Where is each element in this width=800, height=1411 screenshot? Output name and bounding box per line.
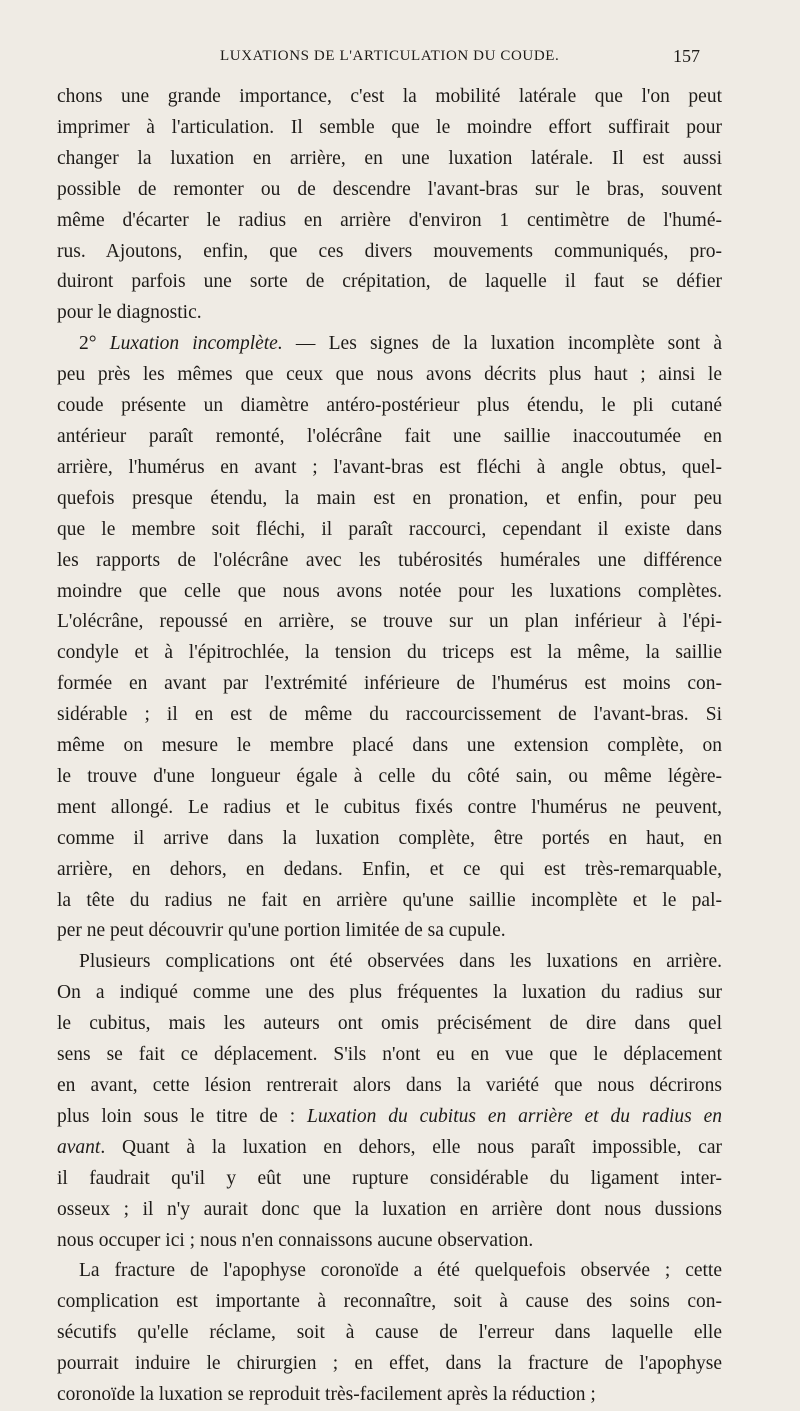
text-line: le trouve d'une longueur égale à celle du côté sain, ou même légère- xyxy=(57,765,722,787)
text-line: per ne peut découvrir qu'une portion limitée de sa cupule. xyxy=(57,920,506,942)
body-text xyxy=(57,82,722,1411)
text-line: On a indiqué comme une des plus fréquentes la luxation du radius sur xyxy=(57,982,722,1004)
text-fragment: plus loin sous le titre de : xyxy=(57,1105,296,1127)
text-line: condyle et à l'épitrochlée, la tension du triceps est la même, la saillie xyxy=(57,642,722,664)
text-fragment: . Quant à la luxation en dehors, elle nous paraît impossible, car xyxy=(100,1136,722,1158)
running-title: LUXATIONS DE L'ARTICULATION DU COUDE. xyxy=(220,48,560,64)
text-line xyxy=(57,1133,722,1164)
text-line: même on mesure le membre placé dans une extension complète, on xyxy=(57,735,722,757)
text-line: chons une grande importance, c'est la mobilité latérale que l'on peut xyxy=(57,86,722,107)
text-line: L'olécrâne, repoussé en arrière, se trouve sur un plan inférieur à l'épi- xyxy=(57,611,722,633)
section-text: Les signes de la luxation incomplète sont à xyxy=(328,333,723,355)
text-line: coude présente un diamètre antéro-postérieur plus étendu, le pli cutané xyxy=(57,395,722,417)
text-line: pourrait induire le chirurgien ; en effet, dans la fracture de l'apophyse xyxy=(57,1353,722,1375)
text-line: moindre que celle que nous avons notée pour les luxations complètes. xyxy=(57,580,722,602)
text-line: duiront parfois une sorte de crépitation, de laquelle il faut se défier xyxy=(57,271,722,293)
text-line: imprimer à l'articulation. Il semble que le moindre effort suffirait pour xyxy=(57,116,722,138)
text-line: quefois presque étendu, la main est en pronation, et enfin, pour peu xyxy=(57,487,722,509)
italic-reference: Luxation du cubitus en arrière et du radius en xyxy=(307,1105,722,1127)
text-line: en avant, cette lésion rentrerait alors dans la variété que nous décrirons xyxy=(57,1075,722,1096)
text-line xyxy=(57,1102,722,1133)
section-title: Luxation incomplète. xyxy=(109,333,283,355)
page-number: 157 xyxy=(673,46,700,66)
text-line: ment allongé. Le radius et le cubitus fixés contre l'humérus ne peuvent, xyxy=(57,796,722,818)
text-line: possible de remonter ou de descendre l'avant-bras sur le bras, souvent xyxy=(57,178,722,200)
text-line: les rapports de l'olécrâne avec les tubérosités humérales une différence xyxy=(57,549,722,571)
text-line: sidérable ; il en est de même du raccourcissement de l'avant-bras. Si xyxy=(57,704,722,726)
running-head xyxy=(100,48,700,72)
italic-reference: avant xyxy=(57,1136,101,1158)
text-line: la tête du radius ne fait en arrière qu'une saillie incomplète et le pal- xyxy=(57,889,722,911)
text-line: complication est importante à reconnaître, soit à cause des soins con- xyxy=(57,1291,722,1313)
text-line: le cubitus, mais les auteurs ont omis précisément de dire dans quel xyxy=(57,1013,722,1035)
text-line: même d'écarter le radius en arrière d'environ 1 centimètre de l'humé- xyxy=(57,209,722,231)
text-line: sens se fait ce déplacement. S'ils n'ont eu en vue que le déplacement xyxy=(57,1044,722,1066)
text-line: nous occuper ici ; nous n'en connaissons aucune observation. xyxy=(57,1229,534,1251)
text-line: coronoïde la luxation se reproduit très-facilement après la réduction ; xyxy=(57,1384,596,1406)
text-line: osseux ; il n'y aurait donc que la luxation en arrière dont nous dussions xyxy=(57,1198,722,1220)
text-line: pour le diagnostic. xyxy=(57,302,202,324)
text-line: sécutifs qu'elle réclame, soit à cause de l'erreur dans laquelle elle xyxy=(57,1322,722,1344)
text-line: Plusieurs complications ont été observées dans les luxations en arrière. xyxy=(79,951,722,973)
text-line: changer la luxation en arrière, en une luxation latérale. Il est aussi xyxy=(57,147,722,169)
text-line: La fracture de l'apophyse coronoïde a été quelquefois observée ; cette xyxy=(79,1260,722,1282)
text-line: rus. Ajoutons, enfin, que ces divers mouvements communiqués, pro- xyxy=(57,240,722,262)
text-line: antérieur paraît remonté, l'olécrâne fait une saillie inaccoutumée en xyxy=(57,425,722,447)
section-heading-line xyxy=(57,329,722,360)
text-line: peu près les mêmes que ceux que nous avons décrits plus haut ; ainsi le xyxy=(57,364,722,386)
text-line: il faudrait qu'il y eût une rupture considérable du ligament inter- xyxy=(57,1167,722,1189)
text-line: arrière, l'humérus en avant ; l'avant-bras est fléchi à angle obtus, quel- xyxy=(57,456,722,478)
text-line: arrière, en dehors, en dedans. Enfin, et ce qui est très-remarquable, xyxy=(57,858,722,880)
section-dash: — xyxy=(295,333,316,355)
text-line: que le membre soit fléchi, il paraît raccourci, cependant il existe dans xyxy=(57,518,722,540)
section-number: 2° xyxy=(79,333,97,355)
text-line: comme il arrive dans la luxation complète, être portés en haut, en xyxy=(57,827,722,849)
text-line: formée en avant par l'extrémité inférieure de l'humérus est moins con- xyxy=(57,673,722,695)
